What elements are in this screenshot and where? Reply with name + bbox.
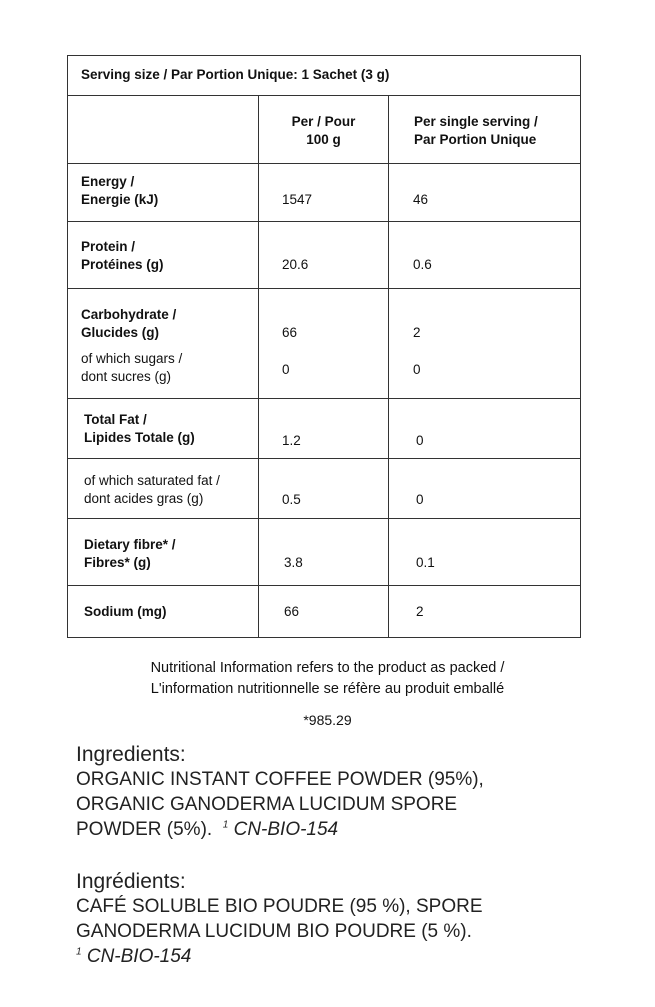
row-divider [67,518,581,519]
fibre-label: Dietary fibre* / Fibres* (g) [84,537,176,570]
fibre-per-serving: 0.1 [416,555,435,570]
sugars-per-serving: 0 [413,362,421,377]
fibre-per-100g: 3.8 [284,555,303,570]
protein-label: Protein / Protéines (g) [81,239,164,272]
row-divider [67,221,581,222]
ingredients-heading-fr: Ingrédients: [76,870,186,893]
total-fat-label: Total Fat / Lipides Totale (g) [84,412,195,445]
row-divider [67,458,581,459]
header-per-serving: Per single serving / Par Portion Unique [414,114,538,147]
energy-per-serving: 46 [413,192,429,207]
saturated-fat-per-serving: 0 [416,492,424,507]
column-divider [258,95,259,638]
header-per-100g: Per / Pour 100 g [291,114,356,147]
saturated-fat-per-100g: 0.5 [282,492,301,507]
row-divider [67,288,581,289]
sugars-per-100g: 0 [282,362,290,377]
carbohydrate-per-serving: 2 [413,325,421,340]
column-divider [388,95,389,638]
total-fat-per-100g: 1.2 [282,433,301,448]
serving-size: Serving size / Par Portion Unique: 1 Sachet (3 g) [81,67,390,82]
saturated-fat-label: of which saturated fat / dont acides gras (g) [84,473,220,506]
ingredients-french: Ingrédients: CAFÉ SOLUBLE BIO POUDRE (95 %), SPORE GANODERMA LUCIDUM BIO POUDRE (5 %). $^1$ CN-BIO-154 [76,870,483,967]
row-divider [67,398,581,399]
sodium-label: Sodium (mg) [84,604,167,619]
carbohydrate-label: Carbohydrate / Glucides (g) [81,307,177,340]
protein-per-serving: 0.6 [413,257,432,272]
energy-per-100g: 1547 [282,192,313,207]
footnote-code: *985.29 [303,712,352,728]
nutrition-note: Nutritional Information refers to the product as packed / L'information nutritionnelle se réfère au produit emballé [150,660,505,697]
sodium-per-100g: 66 [284,604,300,619]
ingredients-english: Ingredients: ORGANIC INSTANT COFFEE POWDER (95%), ORGANIC GANODERMA LUCIDUM SPORE POWDER (5%). $^1$ CN-BIO-154 [76,743,484,840]
ingredients-heading: Ingredients: [76,743,186,766]
row-divider [67,95,581,96]
row-divider [67,585,581,586]
protein-per-100g: 20.6 [282,257,309,272]
sodium-per-serving: 2 [416,604,424,619]
energy-label: Energy / Energie (kJ) [81,174,159,207]
row-divider [67,163,581,164]
sugars-label: of which sugars / dont sucres (g) [81,351,183,384]
carbohydrate-per-100g: 66 [282,325,298,340]
total-fat-per-serving: 0 [416,433,424,448]
